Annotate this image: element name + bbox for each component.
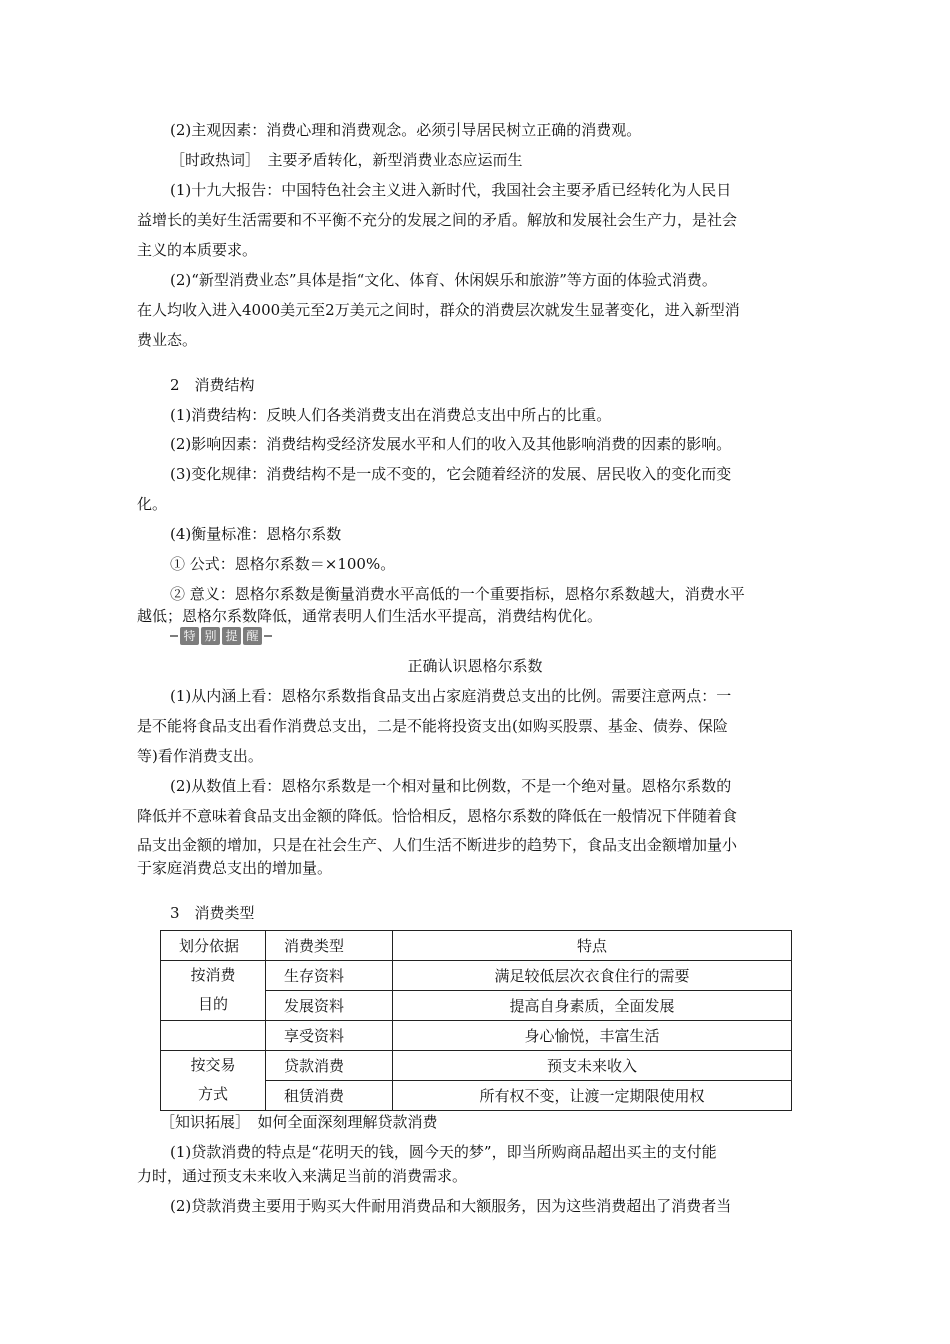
badge-left-bar	[170, 635, 178, 637]
table-cell: 所有权不变，让渡一定期限使用权	[393, 1081, 792, 1111]
table-header-cell: 特点	[393, 931, 792, 961]
table-group-cell	[161, 961, 266, 1021]
hot-word-heading: ［时政热词］ 主要矛盾转化，新型消费业态应运而生	[170, 151, 523, 169]
table-header-cell: 划分依据	[161, 931, 266, 961]
paragraph-line: (1)十九大报告：中国特色社会主义进入新时代，我国社会主要矛盾已经转化为人民日	[170, 181, 732, 199]
paragraph-line: ② 意义：恩格尔系数是衡量消费水平高低的一个重要指标，恩格尔系数越大，消费水平	[170, 585, 745, 603]
badge-char: 别	[201, 627, 220, 645]
paragraph-line: 力时，通过预支未来收入来满足当前的消费需求。	[137, 1167, 468, 1185]
group-label: 方式	[197, 1085, 228, 1103]
table-cell: 发展资料	[266, 991, 393, 1021]
table-cell: 生存资料	[266, 961, 393, 991]
consumption-type-table	[160, 930, 792, 1111]
formula-line: ① 公式：恩格尔系数＝×100%。	[170, 555, 396, 573]
paragraph-line: 主义的本质要求。	[137, 241, 258, 259]
paragraph-line: 等)看作消费支出。	[137, 747, 263, 765]
table-group-cell	[161, 1051, 266, 1111]
paragraph-line: 费业态。	[137, 331, 198, 349]
paragraph-line: (4)衡量标准：恩格尔系数	[170, 525, 342, 543]
paragraph-line: 越低；恩格尔系数降低，通常表明人们生活水平提高，消费结构优化。	[137, 607, 603, 625]
paragraph-line: 降低并不意味着食品支出金额的降低。恰恰相反，恩格尔系数的降低在一般情况下伴随着食	[137, 807, 738, 825]
subsection-title: 正确认识恩格尔系数	[407, 657, 543, 675]
badge-char: 提	[222, 627, 241, 645]
table-row	[161, 961, 792, 991]
table-cell: 提高自身素质，全面发展	[393, 991, 792, 1021]
table-cell: 身心愉悦，丰富生活	[393, 1021, 792, 1051]
paragraph-line: (3)变化规律：消费结构不是一成不变的，它会随着经济的发展、居民收入的变化而变	[170, 465, 732, 483]
paragraph-line: (2)“新型消费业态”具体是指“文化、体育、休闲娱乐和旅游”等方面的体验式消费。	[170, 271, 717, 289]
table-row	[161, 1051, 792, 1081]
paragraph-line: 是不能将食品支出看作消费总支出，二是不能将投资支出(如购买股票、基金、债券、保险	[137, 717, 728, 735]
section-heading: 2 消费结构	[170, 376, 255, 394]
paragraph-line: (2)贷款消费主要用于购买大件耐用消费品和大额服务，因为这些消费超出了消费者当	[170, 1197, 732, 1215]
badge-char: 醒	[243, 627, 262, 645]
paragraph-line: (1)贷款消费的特点是“花明天的钱，圆今天的梦”，即当所购商品超出买主的支付能	[170, 1143, 717, 1161]
section-heading: 3 消费类型	[170, 904, 255, 922]
knowledge-extension-heading: ［知识拓展］ 如何全面深刻理解贷款消费	[160, 1113, 438, 1131]
paragraph-line: 品支出金额的增加，只是在社会生产、人们生活不断进步的趋势下，食品支出金额增加量小	[137, 836, 738, 854]
paragraph-line: 在人均收入进入4000美元至2万美元之间时，群众的消费层次就发生显著变化，进入新型消	[137, 301, 740, 319]
paragraph-line: (1)消费结构：反映人们各类消费支出在消费总支出中所占的比重。	[170, 406, 612, 424]
badge-right-bar	[264, 635, 272, 637]
table-cell: 贷款消费	[266, 1051, 393, 1081]
paragraph-line: (2)影响因素：消费结构受经济发展水平和人们的收入及其他影响消费的因素的影响。	[170, 435, 732, 453]
table-cell: 预支未来收入	[393, 1051, 792, 1081]
paragraph-line: (2)主观因素：消费心理和消费观念。必须引导居民树立正确的消费观。	[170, 121, 642, 139]
paragraph-line: 益增长的美好生活需要和不平衡不充分的发展之间的矛盾。解放和发展社会生产力，是社会	[137, 211, 738, 229]
paragraph-line: 于家庭消费总支出的增加量。	[137, 859, 333, 877]
paragraph-line: 化。	[137, 495, 168, 513]
paragraph-line: (2)从数值上看：恩格尔系数是一个相对量和比例数，不是一个绝对量。恩格尔系数的	[170, 777, 732, 795]
group-label: 按交易	[190, 1056, 236, 1074]
table-cell: 租赁消费	[266, 1081, 393, 1111]
table-cell: 享受资料	[266, 1021, 393, 1051]
paragraph-line: (1)从内涵上看：恩格尔系数指食品支出占家庭消费总支出的比例。需要注意两点：一	[170, 687, 732, 705]
special-reminder-badge	[170, 626, 272, 646]
table-header-row	[161, 931, 792, 961]
table-row	[161, 1021, 792, 1051]
group-label: 目的	[197, 995, 228, 1013]
table-cell: 满足较低层次衣食住行的需要	[393, 961, 792, 991]
badge-char: 特	[180, 627, 199, 645]
table-header-cell: 消费类型	[266, 931, 393, 961]
group-label: 按消费	[190, 966, 236, 984]
table-empty-cell	[161, 1021, 266, 1051]
